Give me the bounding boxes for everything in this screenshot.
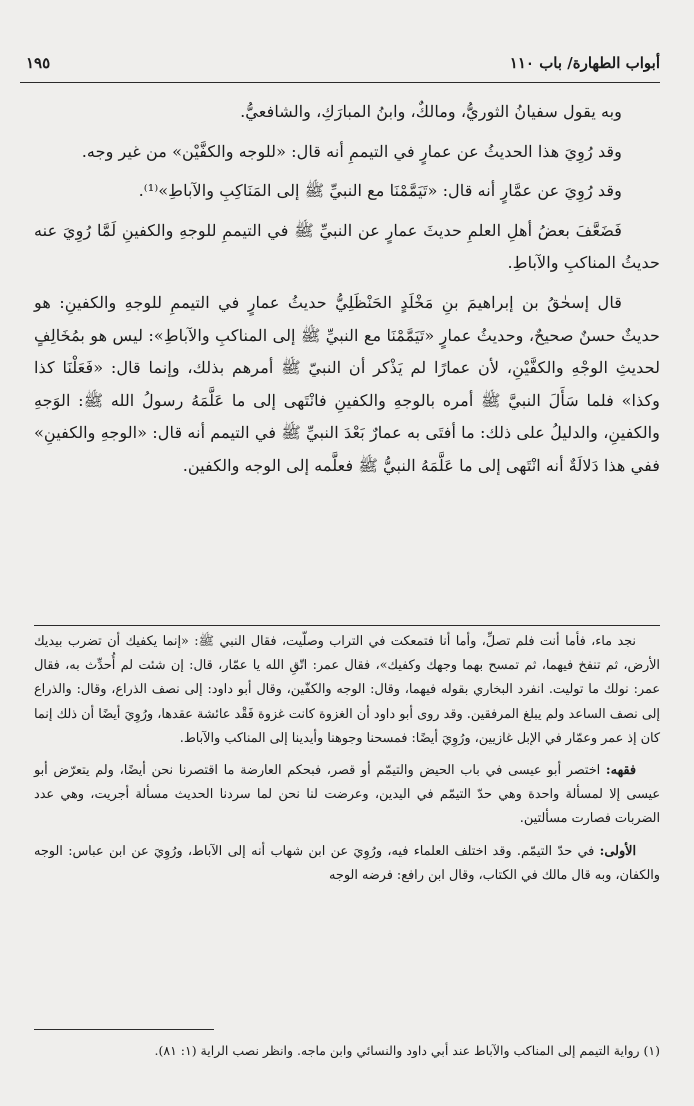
commentary-heading: فقهه: xyxy=(605,763,636,779)
paragraph: وقد رُوِيَ هذا الحديثُ عن عمارٍ في التيممِ أنه قال: «للوجه والكفَّيْن» من غير وجه. xyxy=(81,141,622,161)
commentary-text: اختصر أبو عيسى في باب الحيض والتيمّم أو قصر، فبحكم العارضة ما اقتصرنا نحن أيضًا، ولم يتعرّض أبو عيسى إلا لمسألة واحدة وهي حدّ التيمّم في اليدين، وعرضت لنا نحن لما سردنا الحديث مسألة أجريت، وهي عدد الضربات فصارت مسألتين. xyxy=(34,763,660,827)
commentary-paragraph xyxy=(34,840,660,888)
footnote-divider xyxy=(34,1029,214,1030)
footnote: (١) رواية التيمم إلى المناكب والآباط عند أبي داود والنسائي وابن ماجه. وانظر نصب الراية (١: ٨١). xyxy=(154,1043,660,1058)
paragraph: قال إسحٰقُ بن إبراهيمَ بنِ مَخْلَدٍ الحَنْظَلِيُّ حديثُ عمارٍ في التيممِ للوجهِ والكفينِ: هو حديثٌ حسنٌ صحيحٌ، وحديثُ عمارٍ «تَيَمَّمْنَا مع النبيِّ ﷺ إلى المناكبِ والآباطِ»: ليس هو بمُخَالِفٍ لحديثِ الوجْهِ والكفَّيْنِ، لأن عمارًا لم يَذْكر أن النبيّ ﷺ أمرهم بذلك، وإنما قال: «فَعَلْنَا كذا وكذا» فلما سَأَلَ النبيَّ ﷺ أمره بالوجهِ والكفينِ فانْتَهى إلى ما عَلَّمَهُ رسولُ الله ﷺ: الوَجهِ والكفينِ، والدليلُ على ذلك: ما أفتَى به عمارٌ بَعْدَ النبيِّ ﷺ في التيمم أنه قال: «الوجهِ والكفينِ» ففي هذا دَلالَةٌ أنه انْتَهى إلى ما عَلَّمَهُ النبيُّ ﷺ فعلَّمه إلى الوجه والكفين. xyxy=(34,292,660,475)
paragraph: وبه يقول سفيانُ الثوريُّ، ومالكٌ، وابنُ المبارَكِ، والشافعيُّ. xyxy=(240,102,622,121)
commentary-heading: الأولى: xyxy=(599,843,636,859)
commentary-paragraph: نجد ماء، فأما أنت فلم تصلِّ، وأما أنا فتمعكت في التراب وصلّيت، فقال النبي ﷺ: «إنما يكفيك أن تضرب بيديك الأرض، ثم تنفخ فيهما، ثم تمسح بهما وجهك وكفيك»، فقال عمر: اتّقِ الله يا عمّار، قال: إن شئت لم أُحدِّث به، فقال عمر: نولك ما توليت. انفرد البخاري بقوله فيهما، وقال: الوجه والكفّين، وقال أبو داود: إلى نصف الذراع، وقال: والذراع إلى نصف الساعد ولم يبلغ المرفقين. وقد روى أبو داود أن الغزوة كانت غزوة فَقْد عائشة عقدها، ورُوِيَ أيضًا أن ذلك إنما كان إذ عمر وعمّار في الإبل غازيين، ورُوِيَ أيضًا: فمسحنا وجوهنا وأيدينا إلى المناكب والآباط. xyxy=(34,634,660,746)
section-divider xyxy=(34,625,660,626)
commentary-text: في حدّ التيمّم. وقد اختلف العلماء فيه، ورُوِيَ عن ابن شهاب أنه إلى الآباط، ورُوِيَ عن ابن عباس: الوجه والكفان، وبه قال مالك في الكتاب، وقال ابن رافع: فرضه الوجه xyxy=(34,843,660,883)
paragraph: وقد رُوِيَ عن عمَّارٍ أنه قال: «تَيَمَّمْنَا مع النبيِّ ﷺ إلى المَنَاكِبِ والآباطِ»⁽¹⁾. xyxy=(138,181,622,201)
page-number: ١٩٥ xyxy=(26,54,51,72)
paragraph: فَضَعَّفَ بعضُ أهلِ العلمِ حديثَ عمارٍ عن النبيِّ ﷺ في التيممِ للوجهِ والكفينِ لَمَّا رُوِيَ عنه حديثُ المناكبِ والآباطِ. xyxy=(34,220,660,273)
commentary-paragraph xyxy=(34,759,660,832)
page-header xyxy=(20,54,660,83)
main-text xyxy=(34,96,660,483)
commentary xyxy=(34,630,660,896)
running-head: أبواب الطهارة/ باب ١١٠ xyxy=(509,54,660,72)
